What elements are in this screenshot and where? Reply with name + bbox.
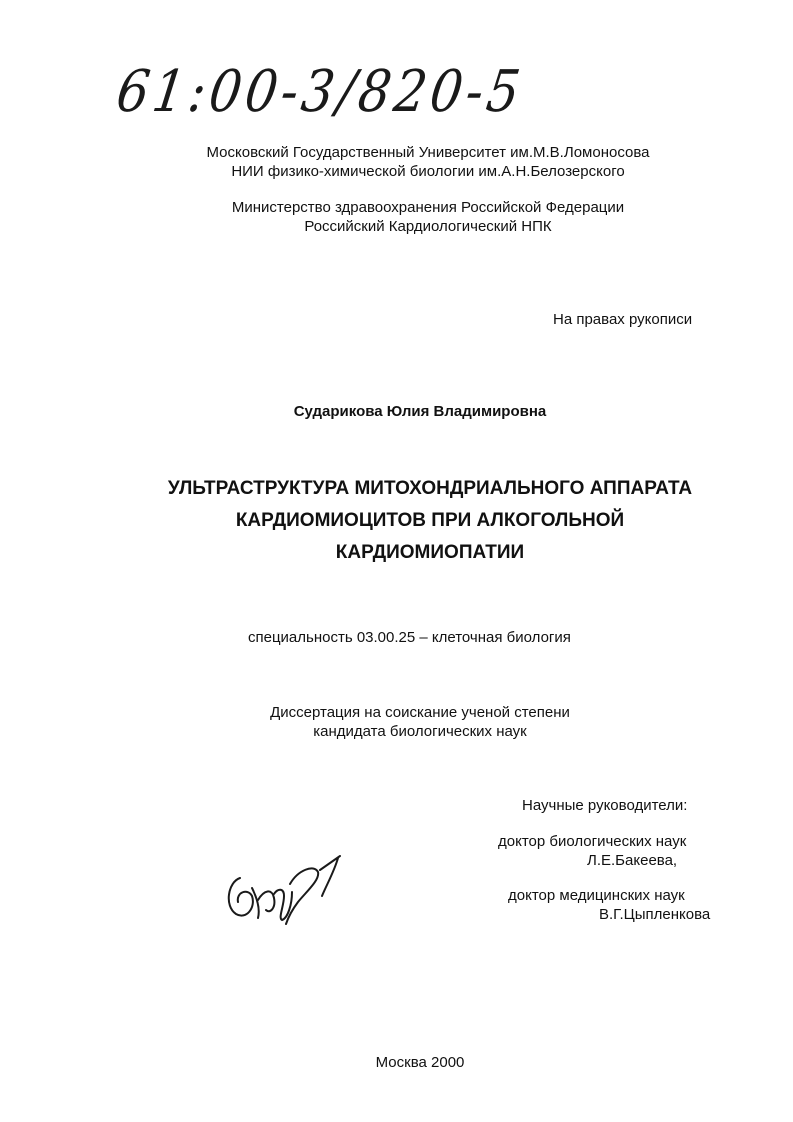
organization-line-2: НИИ физико-химической биологии им.А.Н.Белозерского	[231, 163, 625, 180]
supervisor-1-degree: доктор биологических наук	[498, 833, 687, 850]
rights-note: На правах рукописи	[553, 311, 693, 328]
organization-line-3: Министерство здравоохранения Российской Федерации	[231, 199, 625, 216]
handwritten-signature	[222, 848, 352, 928]
archive-code-text: 61:00-3/820-5	[112, 58, 528, 125]
supervisors-label: Научные руководители:	[522, 797, 688, 814]
specialty: специальность 03.00.25 – клеточная биология	[248, 629, 571, 646]
supervisor-1-name: Л.Е.Бакеева,	[587, 852, 678, 869]
title-line-3: КАРДИОМИОПАТИИ	[335, 542, 525, 563]
title-line-1: УЛЬТРАСТРУКТУРА МИТОХОНДРИАЛЬНОГО АППАРАТА	[167, 478, 693, 499]
degree-line-2: кандидата биологических наук	[313, 723, 527, 740]
dissertation-title	[110, 473, 750, 569]
supervisor-2-name: В.Г.Цыпленкова	[599, 906, 711, 923]
title-line-2: КАРДИОМИОЦИТОВ ПРИ АЛКОГОЛЬНОЙ	[235, 510, 625, 531]
handwritten-archive-code	[112, 58, 528, 128]
organization-line-4: Российский Кардиологический НПК	[304, 218, 552, 235]
author-name: Сударикова Юлия Владимировна	[293, 403, 547, 420]
supervisor-2-degree: доктор медицинских наук	[508, 887, 685, 904]
city-year: Москва 2000	[375, 1054, 465, 1071]
degree-line-1: Диссертация на соискание ученой степени	[270, 704, 570, 721]
organization-line-1: Московский Государственный Университет им.М.В.Ломоносова	[206, 144, 650, 161]
